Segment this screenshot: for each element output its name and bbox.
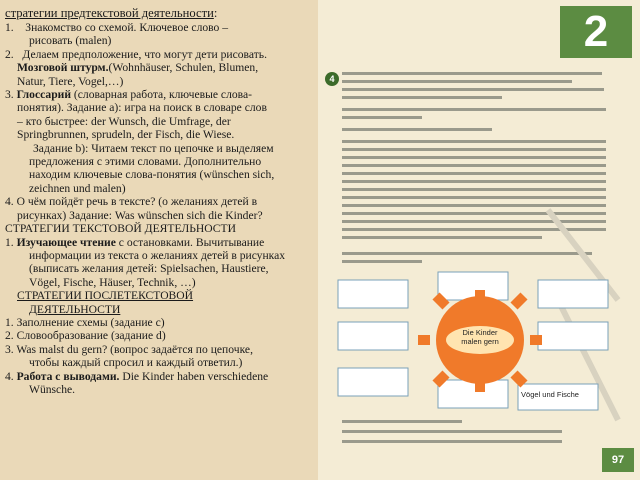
note-line: чтобы каждый спросил и каждый ответил.)	[29, 356, 243, 370]
note-line: 4. О чём пойдёт речь в тексте? (о желаниях детей в	[5, 195, 258, 209]
note-line: (выписать желания детей: Spielsachen, Haustiere,	[29, 262, 269, 276]
note-line: 2. Делаем предположение, что могут дети рисовать.	[5, 47, 267, 61]
note-line: Wünsche.	[29, 382, 76, 396]
heading-pretext: стратегии предтекстовой деятельности:	[5, 6, 218, 20]
note-line: – кто быстрее: der Wunsch, die Umfrage, der	[17, 114, 231, 128]
diagram-box-label: Vögel und Fische	[521, 390, 579, 399]
page-bottom-lines	[342, 420, 562, 443]
heading-text: СТРАТЕГИИ ТЕКСТОВОЙ ДЕЯТЕЛЬНОСТИ	[5, 222, 236, 236]
note-line: 1. Изучающее чтение с остановками. Вычитывание	[5, 235, 265, 249]
page-number: 97	[602, 448, 634, 472]
note-line: информации из текста о желаниях детей в рисунках	[29, 248, 286, 262]
note-line: рисовать (malen)	[29, 34, 112, 48]
note-line: 3. Глоссарий (словарная работа, ключевые слова-	[5, 88, 252, 102]
heading-posttext: СТРАТЕГИИ ПОСЛЕТЕКСТОВОЙ	[17, 289, 194, 303]
textbook-page-image	[318, 0, 640, 480]
note-line: предложения с этими словами. Дополнительно	[29, 155, 262, 169]
note-line: Задание b): Читаем текст по цепочке и выделяем	[33, 141, 274, 155]
note-line: 1. Заполнение схемы (задание с)	[5, 315, 165, 329]
note-line: 4. Работа с выводами. Die Kinder haben verschiedene	[5, 369, 269, 383]
exercise-number: 4	[325, 72, 339, 86]
note-line: zeichnen und malen)	[29, 181, 126, 195]
note-line: находим ключевые слова-понятия (wünschen sich,	[29, 168, 275, 182]
note-line: 2. Словообразование (задание d)	[5, 329, 166, 343]
note-line: 3. Was malst du gern? (вопрос задаётся по цепочке,	[5, 342, 253, 356]
note-line: понятия). Задание а): игра на поиск в словаре слов	[17, 101, 267, 115]
note-line: 1. Знакомство со схемой. Ключевое слово –	[5, 21, 229, 34]
note-line: Мозговой штурм.(Wohnhäuser, Schulen, Blumen,	[17, 61, 259, 75]
unit-badge: 2	[560, 6, 632, 58]
note-line: Natur, Tiere, Vogel,…)	[17, 74, 124, 88]
note-line: Springbrunnen, sprudeln, der Fisch, die Wiese.	[17, 128, 235, 142]
note-line: рисунках) Задание: Was wünschen sich die Kinder?	[17, 208, 263, 222]
heading-posttext-cont: ДЕЯТЕЛЬНОСТИ	[29, 302, 121, 316]
diagram-center-label: Die Kinder malen gern	[461, 328, 499, 346]
lesson-notes-panel	[0, 0, 318, 480]
textbook-page	[318, 0, 640, 480]
note-line: Vögel, Fische, Häuser, Technik, …)	[29, 275, 196, 289]
